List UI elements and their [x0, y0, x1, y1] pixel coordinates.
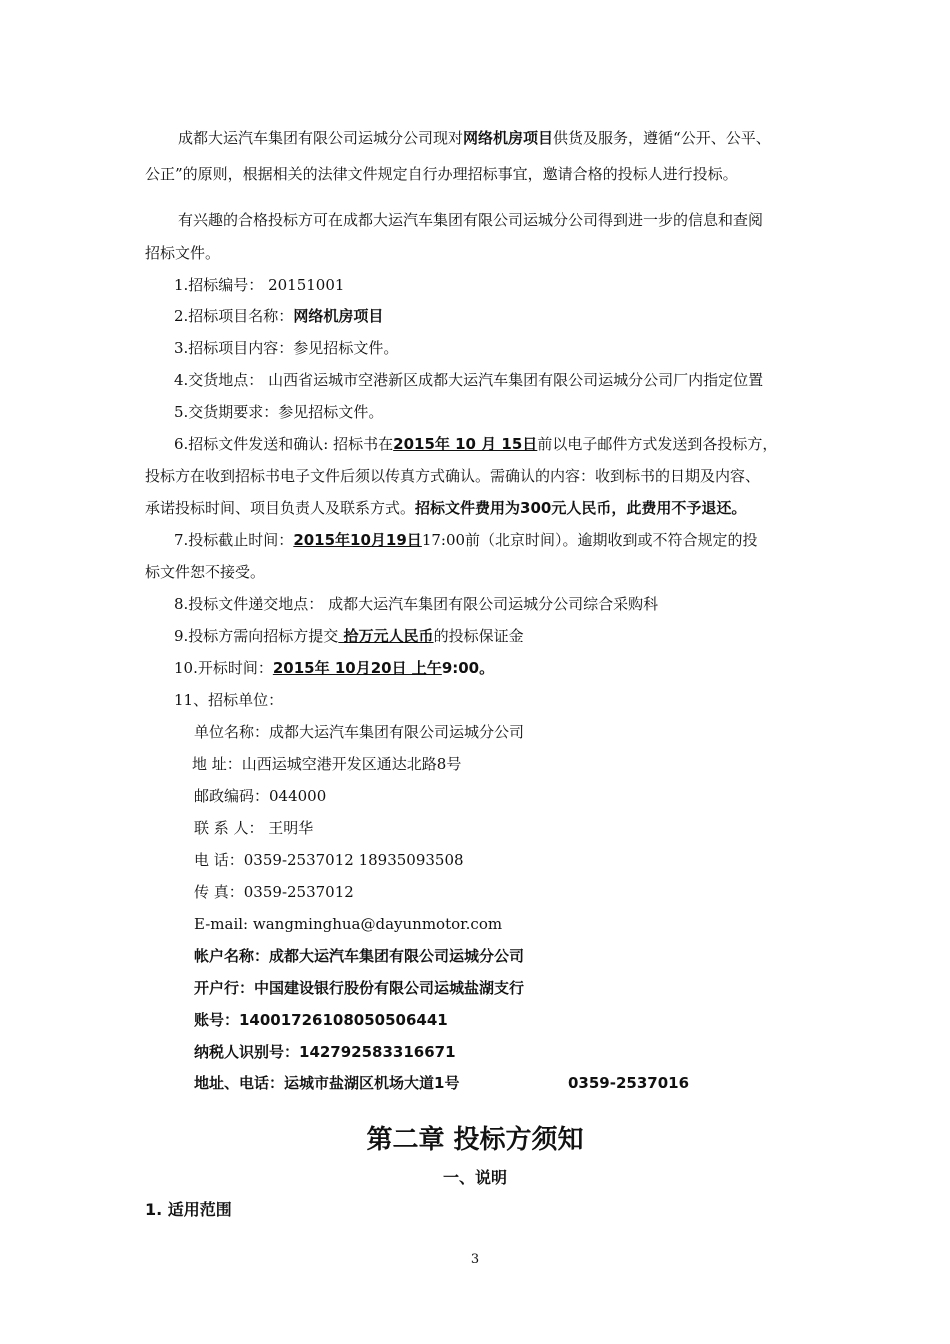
item-text: 承诺投标时间、项目负责人及联系方式。	[145, 499, 416, 517]
fee-notice-bold: 招标文件费用为300元人民币，此费用不予退还。	[415, 499, 747, 517]
item-label: 10.开标时间：	[174, 659, 273, 677]
contact-email: E-mail: wangminghua@dayunmotor.com	[194, 915, 503, 933]
opening-time-bold: 9:00。	[441, 659, 495, 677]
item-7-line-1	[174, 530, 758, 550]
project-name-bold: 网络机房项目	[463, 129, 554, 147]
intro-paragraph-2-line-2: 招标文件。	[145, 244, 221, 262]
item-text: 前以电子邮件方式发送到各投标方，	[537, 435, 778, 453]
item-8-submission-location: 8.投标文件递交地点： 成都大运汽车集团有限公司运城分公司综合采购科	[174, 595, 659, 613]
item-11-bidding-unit: 11、招标单位：	[174, 691, 284, 709]
section-title: 一、说明	[442, 1168, 507, 1187]
deadline-date-underlined: 2015年10月19日	[293, 531, 422, 549]
send-date-underlined: 2015年 10 月 15日	[393, 435, 538, 453]
address-and-phone: 地址、电话：运城市盐湖区机场大道1号	[194, 1074, 460, 1092]
item-9-deposit	[174, 626, 524, 646]
item-text: 17:00前（北京时间）。逾期收到或不符合规定的投	[421, 531, 758, 549]
item-1-bid-number: 1.招标编号： 20151001	[174, 276, 345, 294]
subsection-title: 1. 适用范围	[145, 1200, 232, 1219]
item-6-line-3	[145, 498, 746, 518]
contact-postcode: 邮政编码：044000	[194, 787, 327, 805]
item-4-delivery-location: 4.交货地点： 山西省运城市空港新区成都大运汽车集团有限公司运城分公司厂内指定位置	[174, 371, 764, 389]
item-10-opening-time	[174, 658, 494, 678]
bank-name: 开户行：中国建设银行股份有限公司运城盐湖支行	[194, 979, 525, 997]
intro-paragraph-1-line-1	[178, 128, 771, 148]
deposit-amount-underlined: 拾万元人民币	[338, 627, 434, 645]
item-5-delivery-requirement: 5.交货期要求：参见招标文件。	[174, 403, 384, 421]
account-number: 账号：14001726108050506441	[194, 1011, 448, 1029]
contact-unit-name: 单位名称：成都大运汽车集团有限公司运城分公司	[194, 723, 525, 741]
contact-person: 联 系 人： 王明华	[194, 819, 314, 837]
item-text: 6.招标文件发送和确认: 招标书在	[174, 435, 394, 453]
item-text: 9.投标方需向招标方提交	[174, 627, 339, 645]
account-name: 帐户名称：成都大运汽车集团有限公司运城分公司	[194, 947, 525, 965]
page-number: 3	[470, 1252, 480, 1267]
item-2-project-name	[174, 306, 383, 326]
contact-address: 地 址：山西运城空港开发区通达北路8号	[192, 755, 462, 773]
item-6-line-2: 投标方在收到招标书电子文件后须以传真方式确认。需确认的内容：收到标书的日期及内容、	[145, 467, 761, 485]
item-7-line-2: 标文件恕不接受。	[145, 563, 266, 581]
intro-text: 成都大运汽车集团有限公司运城分公司现对	[178, 129, 464, 147]
intro-text: 供货及服务，遵循“公开、公平、	[553, 129, 771, 147]
item-value-bold: 网络机房项目	[293, 307, 384, 325]
opening-date-underlined: 2015年 10月20日 上午	[272, 659, 442, 677]
contact-phone: 电 话：0359-2537012 18935093508	[194, 851, 464, 869]
item-6-line-1	[174, 434, 777, 454]
contact-fax: 传 真：0359-2537012	[194, 883, 354, 901]
item-text: 的投标保证金	[433, 627, 524, 645]
item-3-project-content: 3.招标项目内容：参见招标文件。	[174, 339, 399, 357]
intro-paragraph-2-line-1: 有兴趣的合格投标方可在成都大运汽车集团有限公司运城分公司得到进一步的信息和查阅	[178, 211, 764, 229]
chapter-title: 第二章 投标方须知	[366, 1125, 584, 1155]
intro-paragraph-1-line-2: 公正”的原则，根据相关的法律文件规定自行办理招标事宜，邀请合格的投标人进行投标。	[145, 165, 738, 183]
tax-id: 纳税人识别号：142792583316671	[194, 1043, 456, 1061]
item-label: 7.投标截止时间：	[174, 531, 294, 549]
item-label: 2.招标项目名称：	[174, 307, 294, 325]
address-phone-number: 0359-2537016	[568, 1074, 690, 1092]
